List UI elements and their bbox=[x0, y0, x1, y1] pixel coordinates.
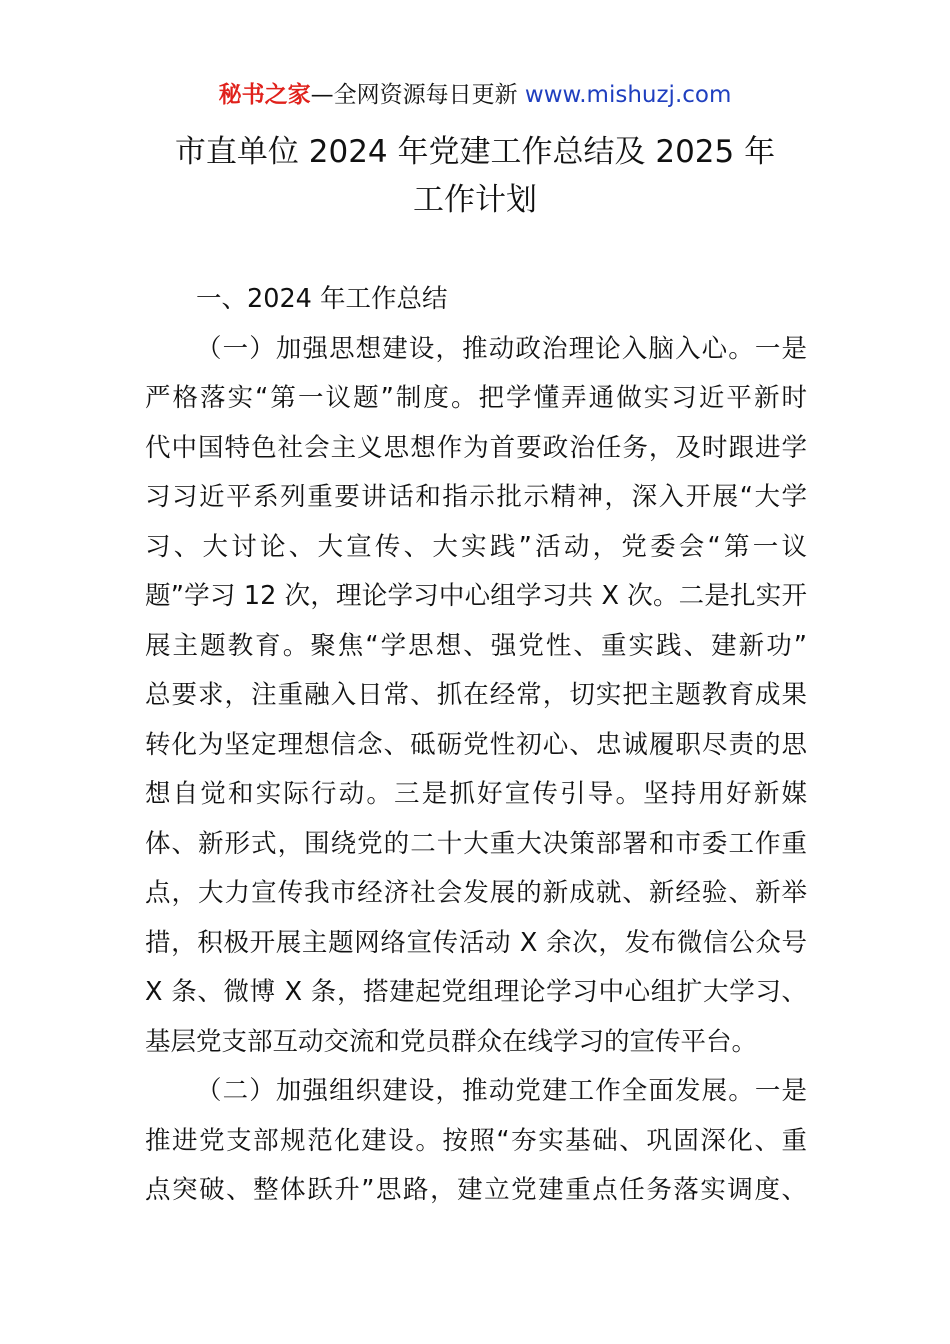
paragraph-line: 基层党支部互动交流和党员群众在线学习的宣传平台。 bbox=[145, 1026, 758, 1057]
title-line-1: 市直单位 2024 年党建工作总结及 2025 年 bbox=[174, 134, 776, 170]
banner-brand: 秘书之家 bbox=[218, 82, 311, 108]
paragraph-line: 总要求，注重融入日常、抓在经常，切实把主题教育成果 bbox=[145, 680, 807, 710]
site-banner bbox=[0, 78, 950, 112]
banner-tagline: —全网资源每日更新 bbox=[310, 82, 525, 108]
paragraph-line: 严格落实“第一议题”制度。把学懂弄通做实习近平新时 bbox=[145, 383, 807, 413]
paragraph-line: 点，大力宣传我市经济社会发展的新成就、新经验、新举 bbox=[145, 878, 807, 908]
title-line-2: 工作计划 bbox=[413, 182, 537, 218]
document-title bbox=[0, 128, 950, 224]
paragraph-1 bbox=[145, 325, 807, 1068]
section-heading bbox=[145, 275, 807, 325]
section-heading-text: 一、2024 年工作总结 bbox=[196, 284, 448, 314]
paragraph-line: （一）加强思想建设，推动政治理论入脑入心。一是 bbox=[196, 333, 807, 364]
paragraph-line: 代中国特色社会主义思想作为首要政治任务，及时跟进学 bbox=[145, 432, 807, 463]
paragraph-line: 想自觉和实际行动。三是抓好宣传引导。坚持用好新媒 bbox=[145, 779, 807, 809]
document-body bbox=[145, 275, 807, 1216]
banner-url[interactable]: www.mishuzj.com bbox=[524, 82, 732, 108]
paragraph-2 bbox=[145, 1067, 807, 1216]
paragraph-line: X 条、微博 X 条，搭建起党组理论学习中心组扩大学习、 bbox=[145, 977, 807, 1007]
paragraph-line: 展主题教育。聚焦“学思想、强党性、重实践、建新功” bbox=[145, 630, 807, 661]
paragraph-line: 题”学习 12 次，理论学习中心组学习共 X 次。二是扎实开 bbox=[145, 581, 807, 611]
paragraph-line: （二）加强组织建设，推动党建工作全面发展。一是 bbox=[196, 1076, 807, 1106]
paragraph-line: 体、新形式，围绕党的二十大重大决策部署和市委工作重 bbox=[145, 828, 807, 859]
paragraph-line: 点突破、整体跃升”思路，建立党建重点任务落实调度、 bbox=[145, 1175, 807, 1205]
paragraph-line: 推进党支部规范化建设。按照“夯实基础、巩固深化、重 bbox=[145, 1125, 807, 1156]
paragraph-line: 措，积极开展主题网络宣传活动 X 余次，发布微信公众号 bbox=[145, 927, 807, 958]
paragraph-line: 习习近平系列重要讲话和指示批示精神，深入开展“大学 bbox=[145, 482, 807, 512]
paragraph-line: 习、大讨论、大宣传、大实践”活动，党委会“第一议 bbox=[145, 531, 807, 562]
paragraph-line: 转化为坚定理想信念、砥砺党性初心、忠诚履职尽责的思 bbox=[145, 729, 807, 760]
